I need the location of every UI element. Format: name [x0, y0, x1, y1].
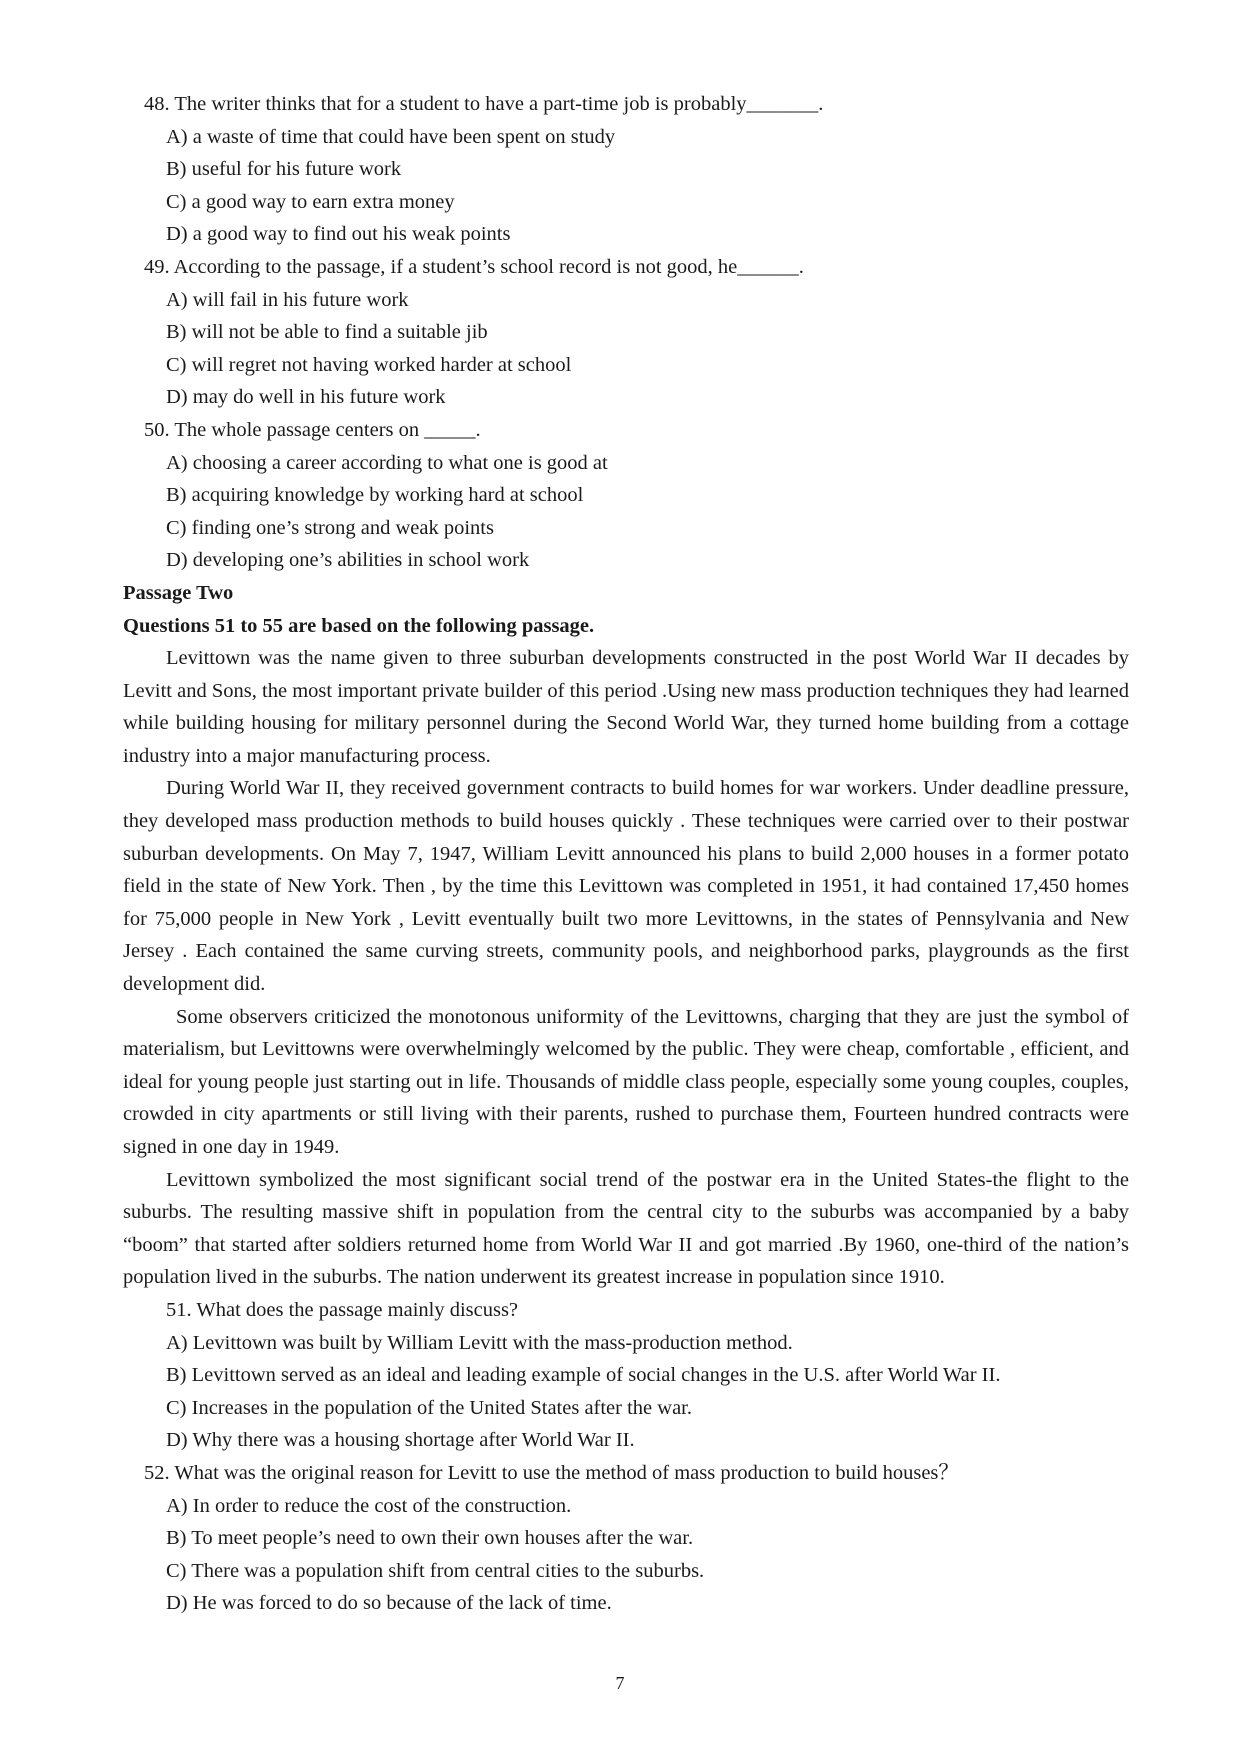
passage-title: Passage Two: [123, 581, 234, 604]
answer-option-b: B) To meet people’s need to own their own houses after the war.: [166, 1527, 694, 1550]
question-stem: 49. According to the passage, if a student’s school record is not good, he______.: [144, 255, 804, 278]
passage-paragraph-4: Levittown symbolized the most significant social trend of the postwar era in the United States-the flight to the suburbs. The resulting massive shift in population from the central city to the suburbs was accompanied by a baby “boom” that started after soldiers returned home from World War II and got married .By 1960, one-third of the nation’s population lived in the suburbs. The nation underwent its greatest increase in population since 1910.: [123, 1168, 1129, 1289]
answer-option-d: D) Why there was a housing shortage after World War II.: [166, 1429, 635, 1452]
answer-option-c: C) will regret not having worked harder at school: [166, 353, 572, 376]
answer-option-a: A) choosing a career according to what one is good at: [166, 451, 608, 474]
answer-option-b: B) Levittown served as an ideal and leading example of social changes in the U.S. after World War II.: [166, 1364, 1001, 1387]
question-49: [123, 251, 1129, 414]
question-51: [123, 1294, 1129, 1457]
question-48: [123, 88, 1129, 251]
question-stem: 51. What does the passage mainly discuss?: [166, 1298, 519, 1321]
question-stem: 48. The writer thinks that for a student to have a part-time job is probably_______.: [144, 93, 824, 115]
passage-paragraph-2: During World War II, they received government contracts to build homes for war workers. Under deadline pressure, they developed mass production methods to build houses quickly . These techniques were carried over to their postwar suburban developments. On May 7, 1947, William Levitt announced his plans to build 2,000 houses in a former potato field in the state of New York. Then , by the time this Levittown was completed in 1951, it had contained 17,450 homes for 75,000 people in New York , Levitt eventually built two more Levittowns, in the states of Pennsylvania and New Jersey . Each contained the same curving streets, community pools, and neighborhood parks, playgrounds as the first development did.: [123, 777, 1129, 996]
answer-option-a: A) will fail in his future work: [166, 288, 409, 311]
page-content: [123, 88, 1129, 1620]
answer-option-c: C) Increases in the population of the United States after the war.: [166, 1396, 693, 1419]
page-number: 7: [615, 1673, 625, 1693]
answer-option-b: B) useful for his future work: [166, 158, 402, 181]
question-stem: 52. What was the original reason for Levitt to use the method of mass production to build houses？: [144, 1461, 959, 1484]
answer-option-b: B) acquiring knowledge by working hard at school: [166, 484, 584, 507]
answer-option-b: B) will not be able to find a suitable jib: [166, 321, 488, 344]
answer-option-d: D) a good way to find out his weak points: [166, 223, 511, 246]
answer-option-d: D) developing one’s abilities in school work: [166, 549, 530, 572]
passage-instruction: Questions 51 to 55 are based on the following passage.: [123, 614, 595, 637]
question-50: [123, 414, 1129, 577]
answer-option-a: A) In order to reduce the cost of the construction.: [166, 1494, 572, 1517]
passage-paragraph-1: Levittown was the name given to three suburban developments constructed in the post World War II decades by Levitt and Sons, the most important private builder of this period .Using new mass production techniques they had learned while building housing for military personnel during the Second World War, they turned home building from a cottage industry into a major manufacturing process.: [123, 647, 1129, 767]
answer-option-c: C) finding one’s strong and weak points: [166, 516, 494, 539]
answer-option-a: A) a waste of time that could have been spent on study: [166, 125, 616, 148]
answer-option-c: C) a good way to earn extra money: [166, 190, 455, 213]
answer-option-a: A) Levittown was built by William Levitt with the mass-production method.: [166, 1331, 793, 1354]
answer-option-c: C) There was a population shift from central cities to the suburbs.: [166, 1559, 705, 1582]
passage-paragraph-3: Some observers criticized the monotonous uniformity of the Levittowns, charging that they are just the symbol of materialism, but Levittowns were overwhelmingly welcomed by the public. They were cheap, comfortable , efficient, and ideal for young people just starting out in life. Thousands of middle class people, especially some young couples, couples, crowded in city apartments or still living with their parents, rushed to purchase them, Fourteen hundred contracts were signed in one day in 1949.: [123, 1005, 1129, 1158]
question-stem: 50. The whole passage centers on _____.: [144, 418, 481, 441]
answer-option-d: D) He was forced to do so because of the lack of time.: [166, 1592, 612, 1615]
question-52: [123, 1457, 1129, 1620]
answer-option-d: D) may do well in his future work: [166, 386, 446, 409]
